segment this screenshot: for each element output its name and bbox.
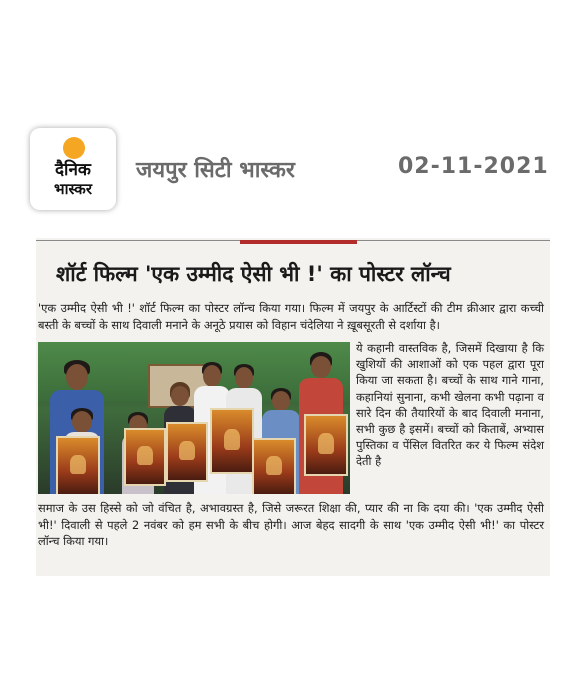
logo-text-line1: दैनिक bbox=[55, 160, 91, 180]
edition-name: जयपुर सिटी भास्कर bbox=[136, 158, 295, 183]
dainik-bhaskar-logo bbox=[30, 128, 116, 210]
sun-icon bbox=[63, 137, 85, 159]
article-bottom-paragraph: समाज के उस हिस्से को जो वंचित है, अभावग्रस्त है, जिसे जरूरत शिक्षा की, प्यार की ना कि दया की। 'एक उम्मीद ऐसी भी!' दिवाली से पहले 2 नवंबर को हम सभी के बीच होगी। आज बेहद सादगी के साथ 'एक उम्मीद ऐसी भी!' का पोस्टर लॉन्च किया गया। bbox=[38, 501, 544, 548]
film-poster bbox=[252, 438, 296, 494]
publication-date: 02-11-2021 bbox=[398, 154, 549, 179]
film-poster bbox=[304, 414, 348, 476]
film-poster bbox=[210, 408, 254, 474]
film-poster bbox=[124, 428, 166, 486]
film-poster bbox=[166, 422, 208, 482]
logo-text-line2: भास्कर bbox=[54, 180, 92, 198]
article-photo bbox=[38, 342, 350, 494]
film-poster bbox=[56, 436, 100, 494]
article-side-column: ये कहानी वास्तविक है, जिसमें दिखाया है कि खुशियों की आशाओं को एक पहल द्वारा पूरा किया जा सकता है। बच्चों के साथ गाने गाना, कहानियां सुनाना, कभी खेलना कभी पढ़ाना व सारे दिन की तैयारियों के बाद दिवाली मनाना, सभी कुछ है इसमें। बच्चों को किताबें, अभ्यास पुस्तिका व पेंसिल वितरित कर ये फिल्म संदेश देती है bbox=[356, 341, 544, 469]
article-headline: शॉर्ट फिल्म 'एक उम्मीद ऐसी भी !' का पोस्टर लॉन्च bbox=[56, 262, 451, 286]
accent-bar bbox=[240, 240, 357, 244]
article-intro-paragraph: 'एक उम्मीद ऐसी भी !' शॉर्ट फिल्म का पोस्टर लॉन्च किया गया। फिल्म में जयपुर के आर्टिस्टों की टीम क्रीआर द्वारा कच्ची बस्ती के बच्चों के साथ दिवाली मनाने के अनूठे प्रयास को विहान चंदेलिया ने ख़ूबसूरती से दर्शाया है। bbox=[38, 301, 544, 332]
